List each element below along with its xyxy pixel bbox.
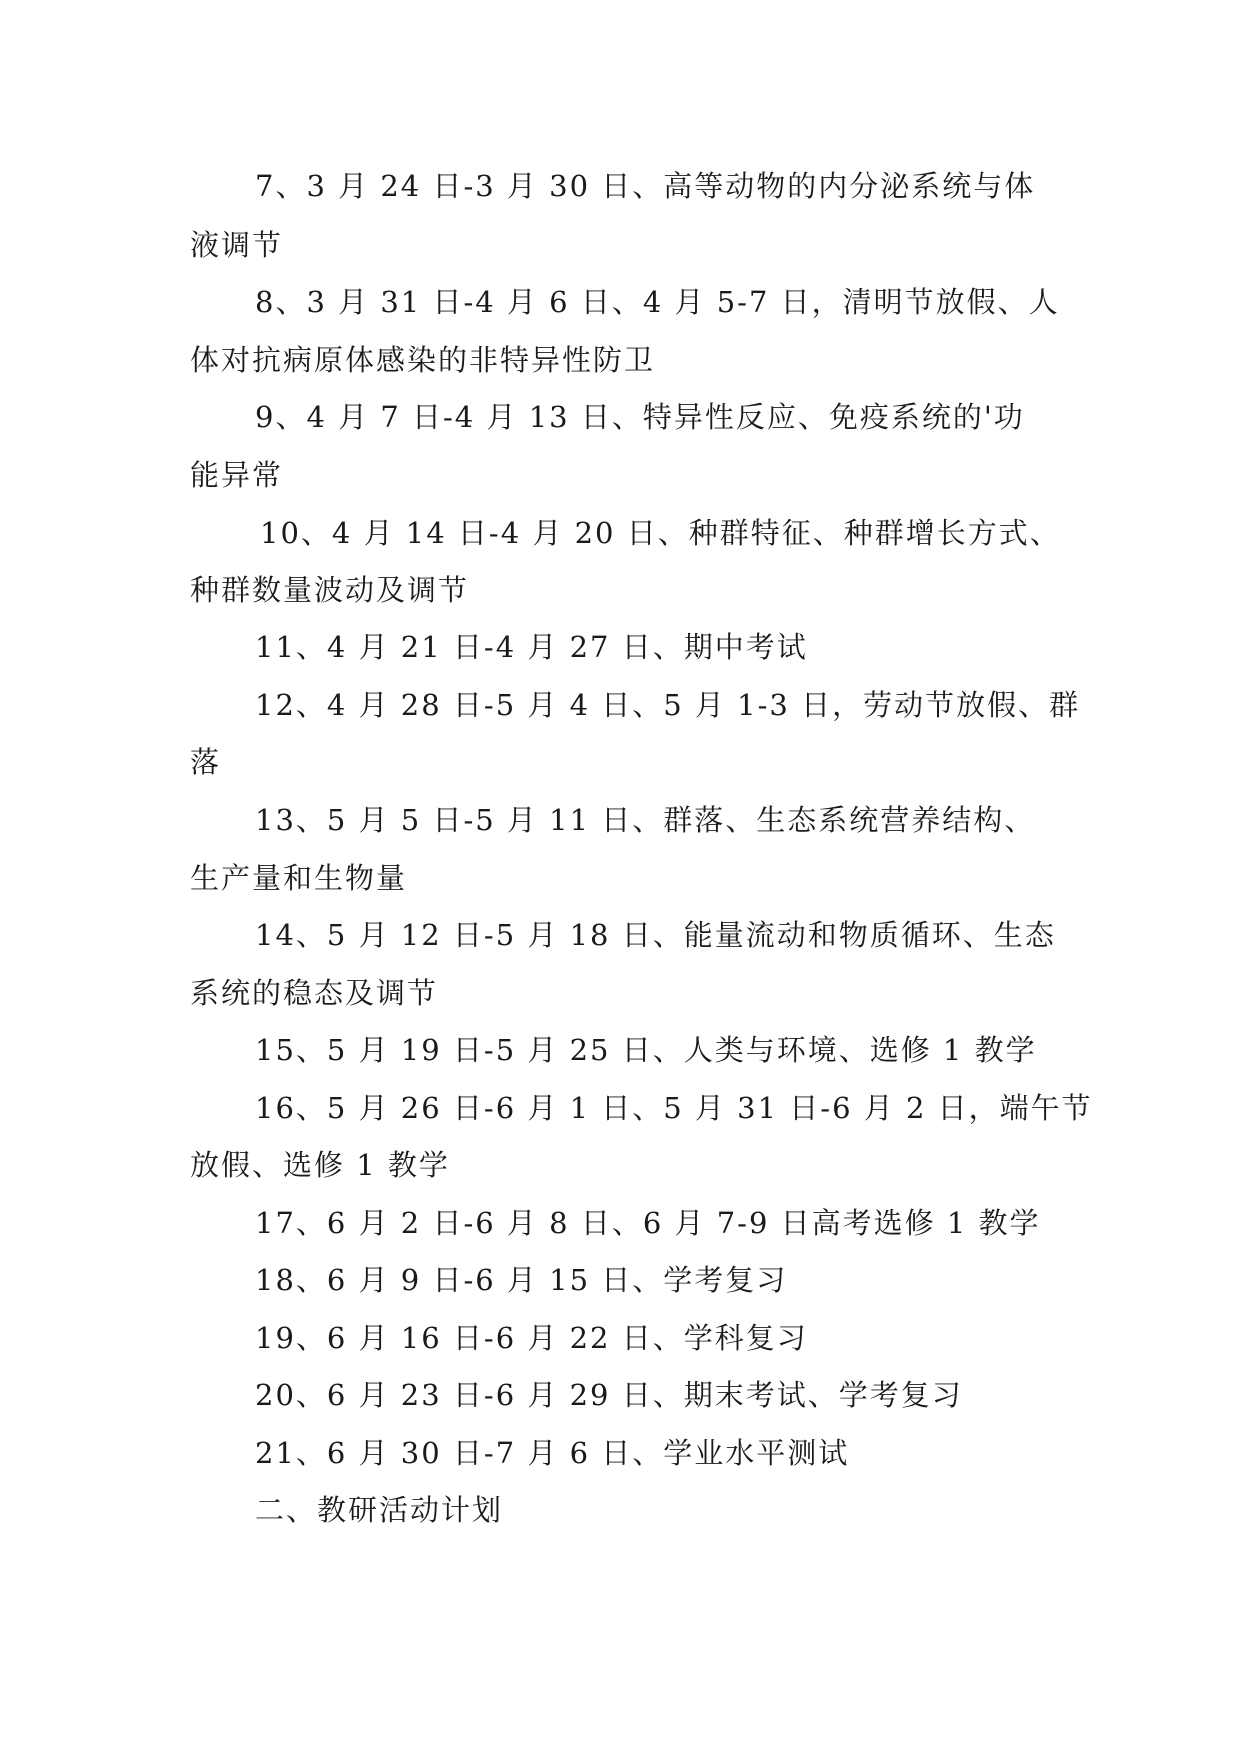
schedule-item-16-cont: 放假、选修 1 教学 — [190, 1148, 450, 1182]
schedule-item-9: 9、4 月 7 日-4 月 13 日、特异性反应、免疫系统的'功 — [255, 400, 1025, 434]
schedule-item-17: 17、6 月 2 日-6 月 8 日、6 月 7-9 日高考选修 1 教学 — [255, 1206, 1041, 1240]
schedule-item-18: 18、6 月 9 日-6 月 15 日、学考复习 — [255, 1263, 788, 1297]
schedule-item-20: 20、6 月 23 日-6 月 29 日、期末考试、学考复习 — [255, 1378, 963, 1412]
schedule-item-9-cont: 能异常 — [190, 458, 284, 492]
schedule-item-14: 14、5 月 12 日-5 月 18 日、能量流动和物质循环、生态 — [255, 918, 1056, 952]
schedule-item-15: 15、5 月 19 日-5 月 25 日、人类与环境、选修 1 教学 — [255, 1033, 1037, 1067]
schedule-item-16: 16、5 月 26 日-6 月 1 日、5 月 31 日-6 月 2 日，端午节 — [255, 1091, 1093, 1125]
schedule-item-8: 8、3 月 31 日-4 月 6 日、4 月 5-7 日，清明节放假、人 — [255, 285, 1060, 319]
schedule-item-8-cont: 体对抗病原体感染的非特异性防卫 — [190, 343, 656, 377]
schedule-item-12-cont: 落 — [190, 745, 222, 779]
schedule-item-14-cont: 系统的稳态及调节 — [190, 976, 439, 1010]
schedule-item-21: 21、6 月 30 日-7 月 6 日、学业水平测试 — [255, 1436, 850, 1470]
schedule-item-7: 7、3 月 24 日-3 月 30 日、高等动物的内分泌系统与体 — [255, 169, 1036, 203]
schedule-item-19: 19、6 月 16 日-6 月 22 日、学科复习 — [255, 1321, 808, 1355]
schedule-item-10: 10、4 月 14 日-4 月 20 日、种群特征、种群增长方式、 — [260, 516, 1061, 550]
section-heading: 二、教研活动计划 — [255, 1493, 504, 1527]
schedule-item-11: 11、4 月 21 日-4 月 27 日、期中考试 — [255, 630, 808, 664]
schedule-item-13-cont: 生产量和生物量 — [190, 861, 408, 895]
schedule-item-7-cont: 液调节 — [190, 228, 284, 262]
schedule-item-13: 13、5 月 5 日-5 月 11 日、群落、生态系统营养结构、 — [255, 803, 1036, 837]
schedule-item-12: 12、4 月 28 日-5 月 4 日、5 月 1-3 日，劳动节放假、群 — [255, 688, 1081, 722]
schedule-item-10-cont: 种群数量波动及调节 — [190, 573, 470, 607]
